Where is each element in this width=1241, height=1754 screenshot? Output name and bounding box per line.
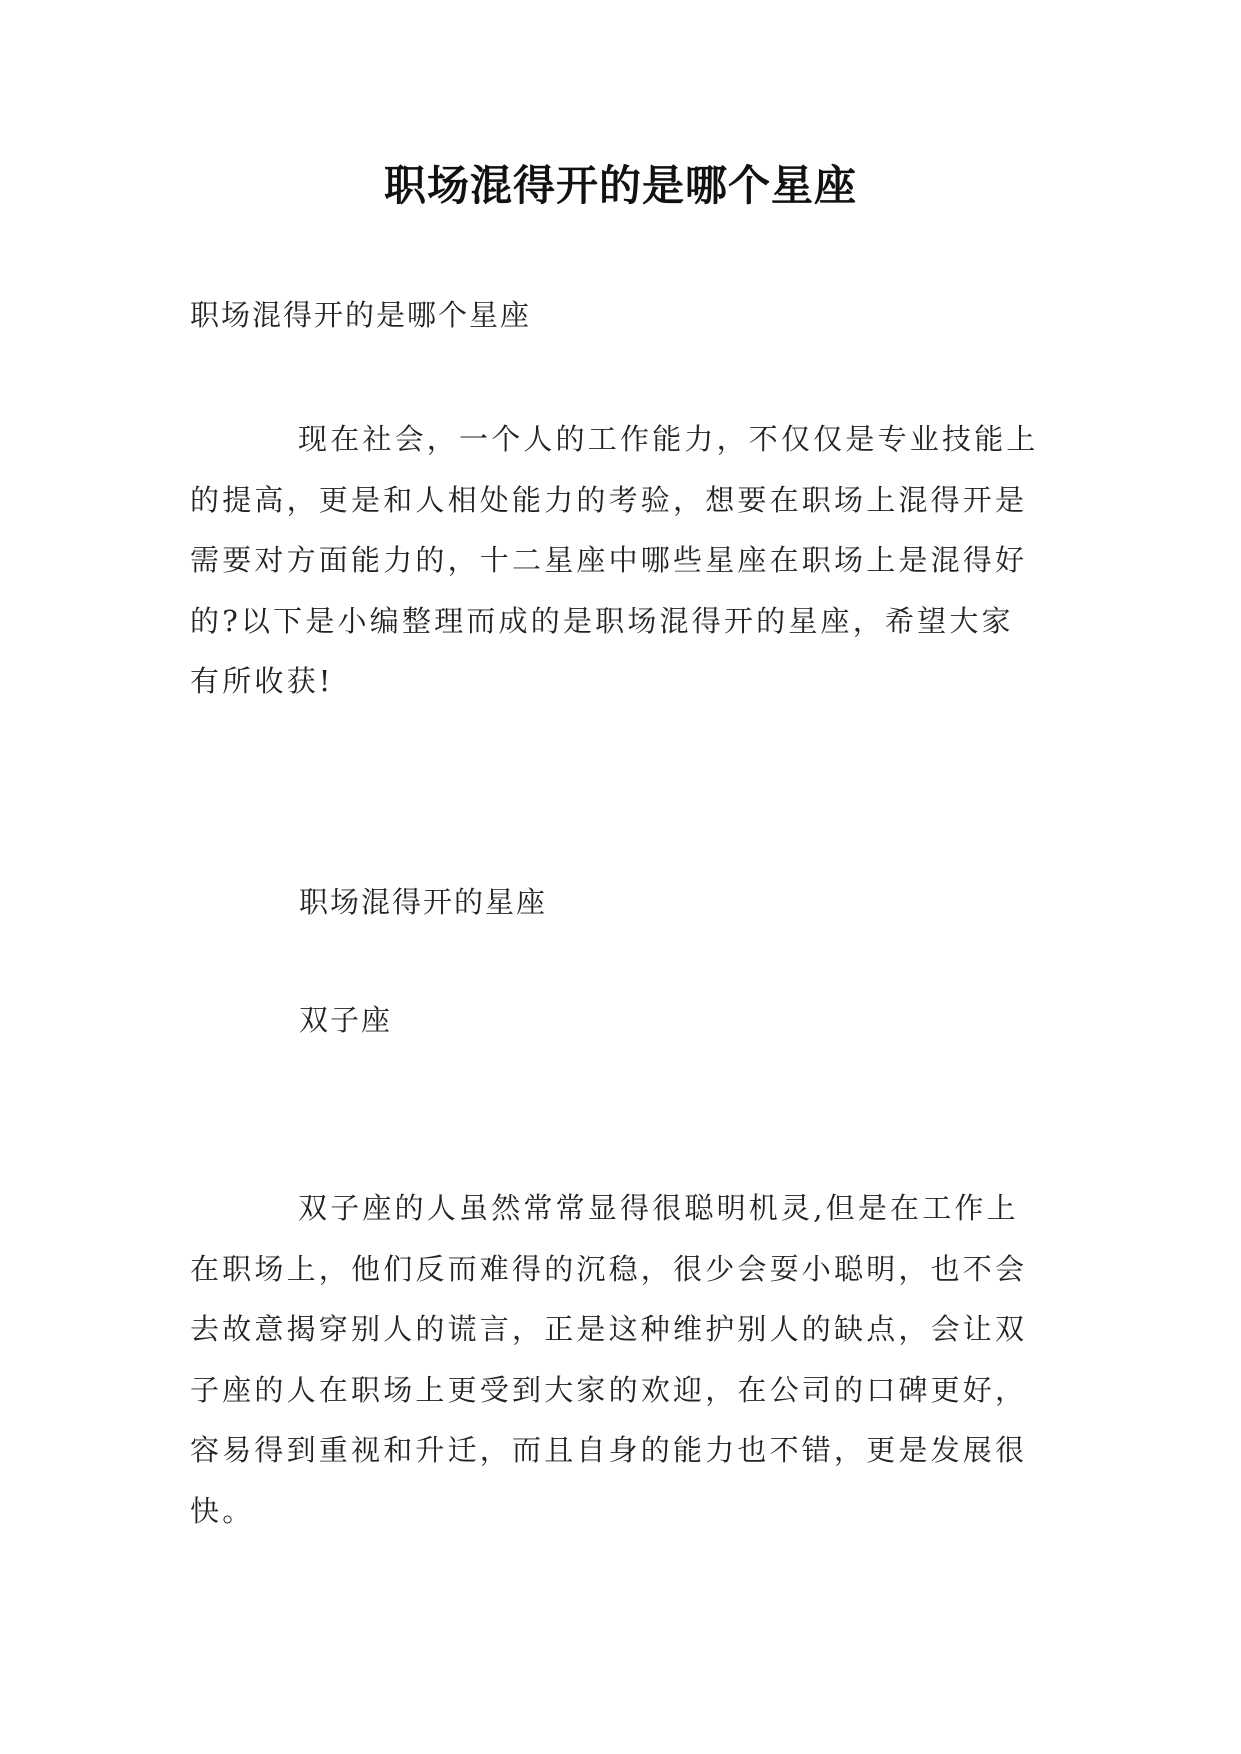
paragraph-line: 子座的人在职场上更受到大家的欢迎，在公司的口碑更好， bbox=[190, 1372, 1028, 1407]
sign-heading: 双子座 bbox=[299, 1003, 393, 1037]
paragraph-line: 的?以下是小编整理而成的是职场混得开的星座，希望大家 bbox=[190, 603, 1014, 638]
paragraph-line: 需要对方面能力的，十二星座中哪些星座在职场上是混得好 bbox=[190, 543, 1028, 577]
paragraph-line: 在职场上，他们反而难得的沉稳，很少会耍小聪明，也不会 bbox=[190, 1251, 1028, 1286]
paragraph-line: 有所收获! bbox=[190, 664, 334, 698]
paragraph-line: 去故意揭穿别人的谎言，正是这种维护别人的缺点，会让双 bbox=[190, 1312, 1028, 1346]
paragraph-line: 容易得到重视和升迁，而且自身的能力也不错，更是发展很 bbox=[190, 1433, 1028, 1467]
body-paragraph bbox=[190, 1178, 1060, 1541]
document-subtitle: 职场混得开的是哪个星座 bbox=[190, 298, 532, 332]
paragraph-line: 的提高，更是和人相处能力的考验，想要在职场上混得开是 bbox=[190, 482, 1028, 517]
document-title: 职场混得开的是哪个星座 bbox=[383, 161, 857, 210]
intro-paragraph bbox=[190, 409, 1060, 712]
paragraph-line: 现在社会，一个人的工作能力，不仅仅是专业技能上 bbox=[298, 422, 1039, 456]
paragraph-line: 快。 bbox=[190, 1493, 255, 1528]
paragraph-line: 双子座的人虽然常常显得很聪明机灵,但是在工作上 bbox=[298, 1191, 1019, 1225]
section-heading: 职场混得开的星座 bbox=[299, 885, 548, 919]
